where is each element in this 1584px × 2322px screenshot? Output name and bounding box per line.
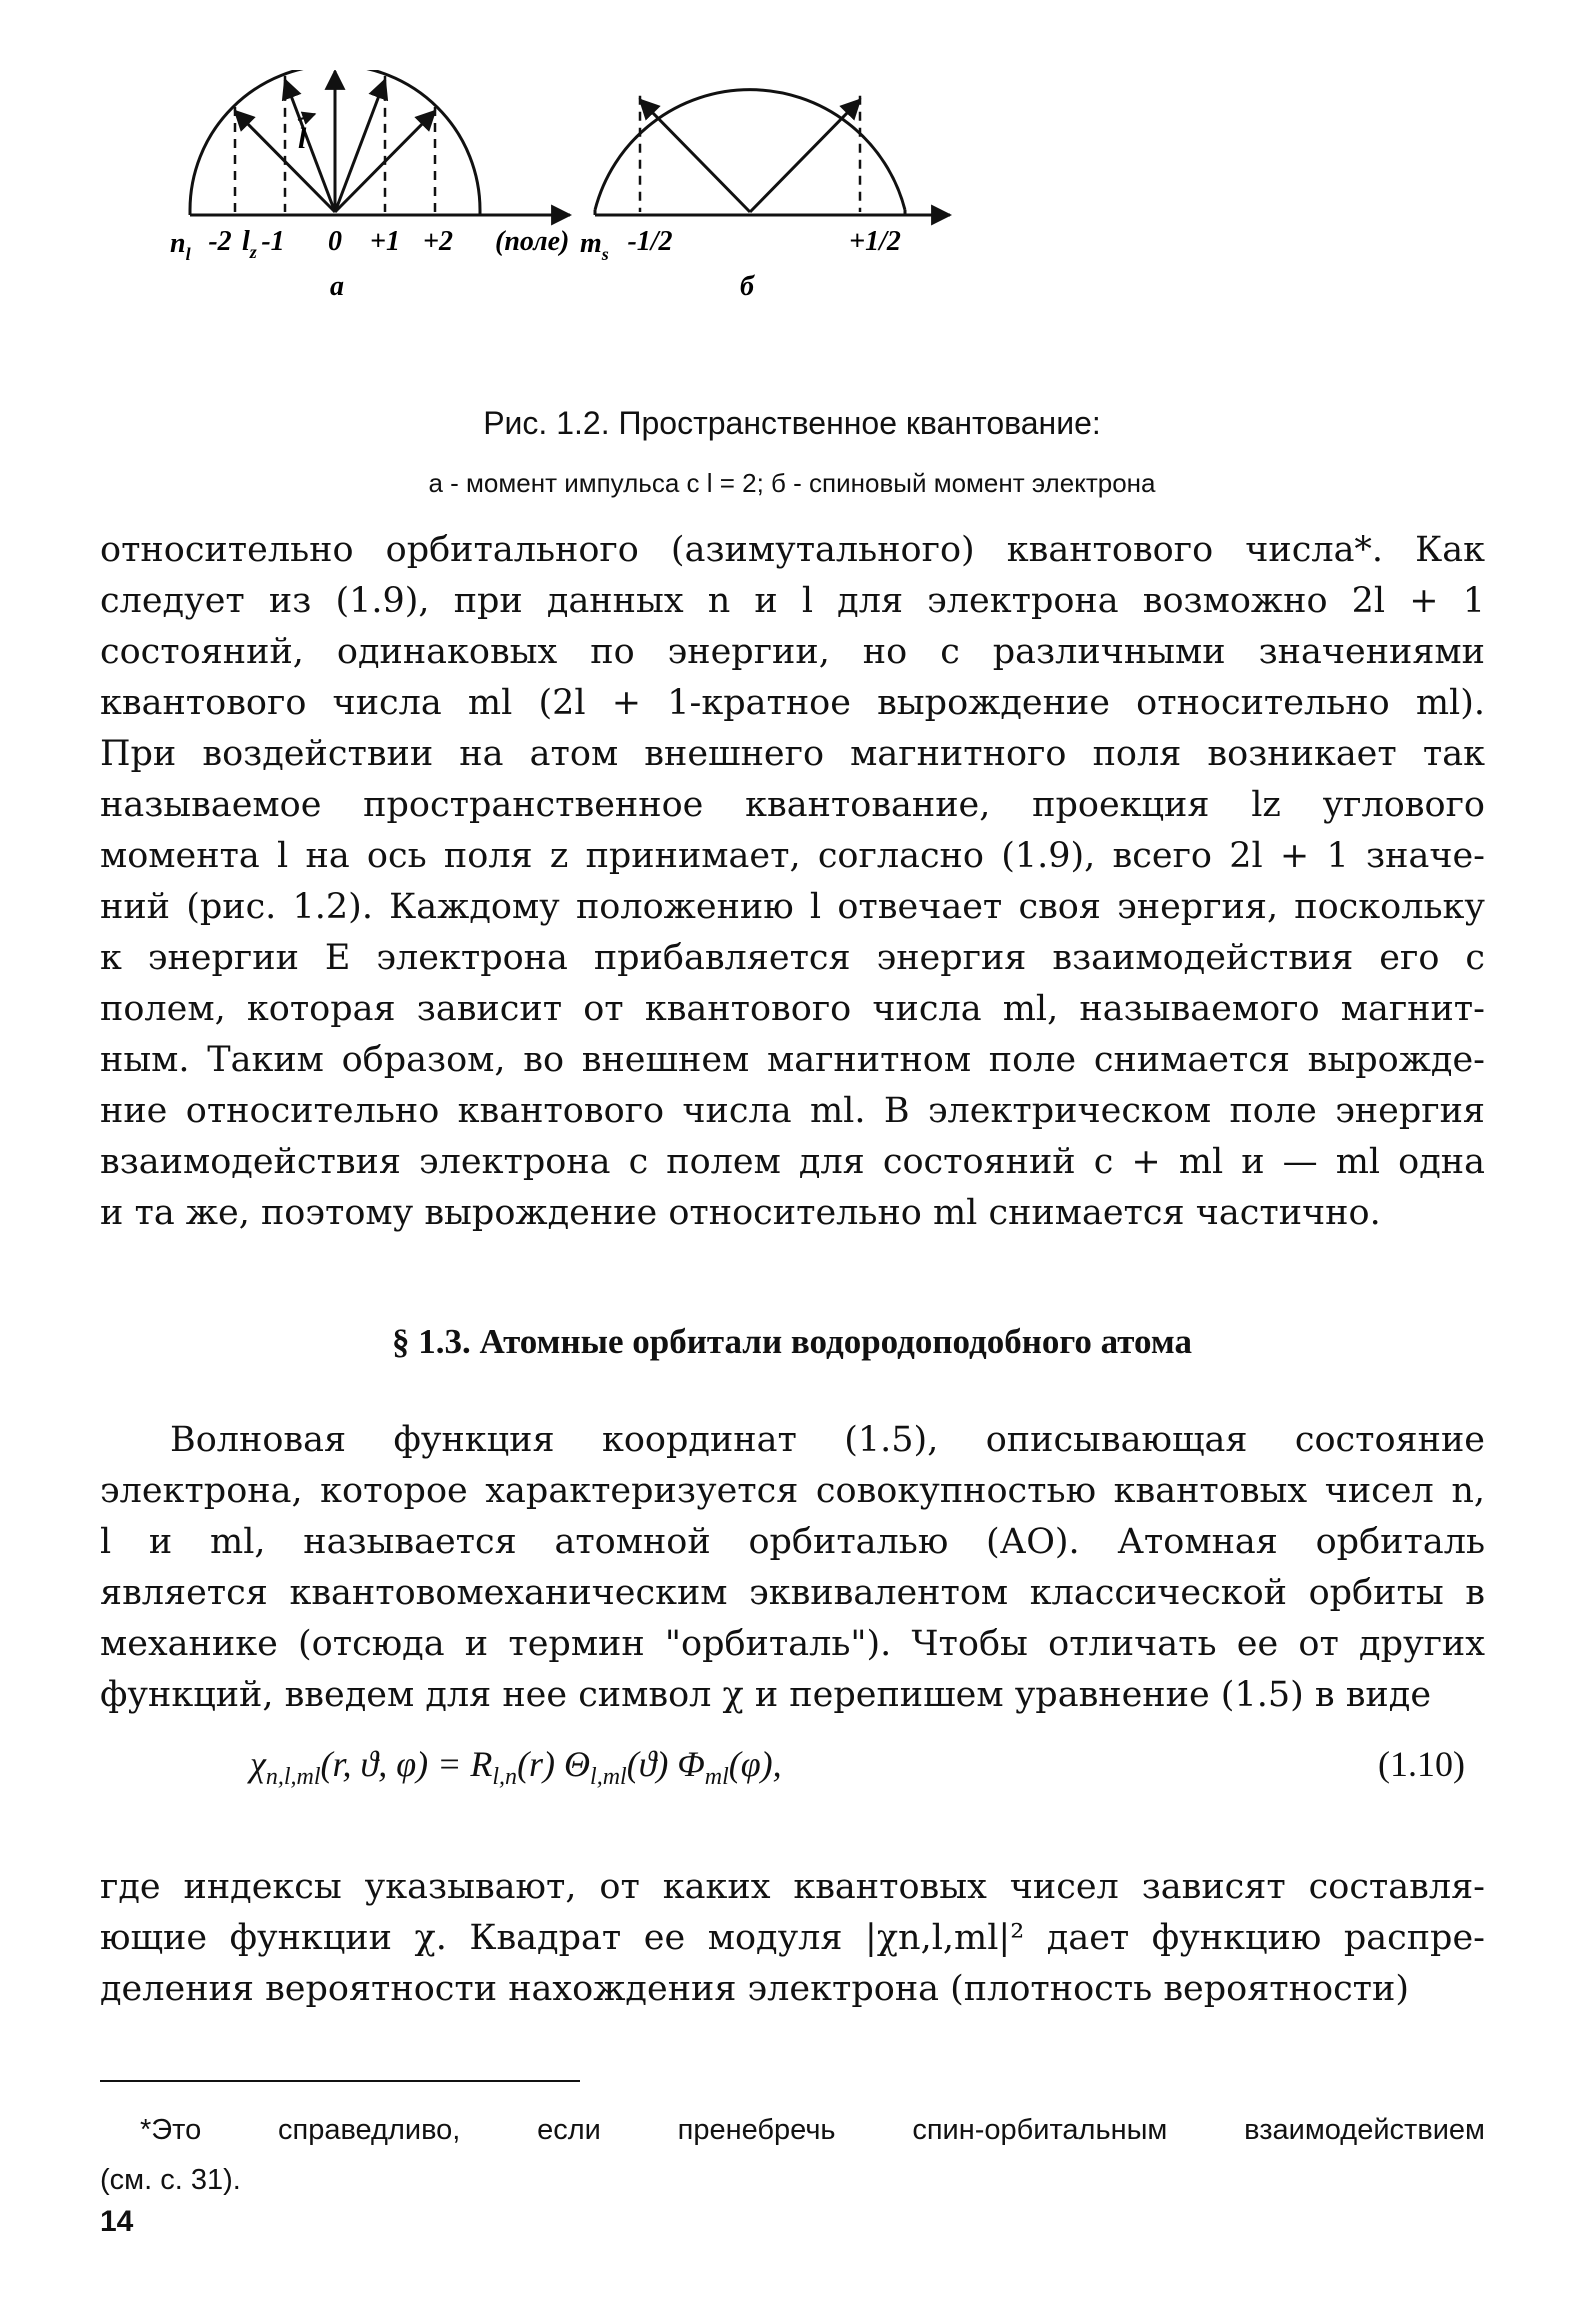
text-line: момента l на ось поля z принимает, согласно (1.9), всего 2l + 1 значе-	[100, 836, 1485, 876]
footnote-line: (см. с. 31).	[100, 2164, 241, 2196]
moment-vector	[750, 100, 860, 212]
axis-label-a: $n_l$	[170, 228, 191, 264]
text-line: деления вероятности нахождения электрона (плотность вероятности)	[100, 1969, 1410, 2009]
tick-label: 0	[328, 226, 342, 257]
field-label: (поле)	[495, 226, 570, 257]
text-line: l и ml, называется атомной орбиталью (АО). Атомная орбиталь	[100, 1522, 1485, 1562]
axis-label-b: $m_s$	[580, 228, 609, 264]
equation-formula: $\chi_{n,l,ml}(r$, ϑ, $\varphi) = R_{l,n}(r)$ $\Theta_{l,ml}(ϑ)$ $\Phi_{ml}(\varphi)$,	[250, 1744, 782, 1791]
tick-labels-b	[627, 226, 900, 257]
footnote	[100, 2105, 1485, 2205]
text-line: электрона, которое характеризуется совокупностью квантовых чисел n,	[100, 1471, 1485, 1511]
footnote-line: *Это справедливо, если пренебречь спин-орбитальным взаимодействием	[140, 2114, 1485, 2146]
text-line: и та же, поэтому вырождение относительно ml снимается частично.	[100, 1193, 1381, 1233]
lz-label: $l_z$	[242, 226, 257, 262]
section-heading: § 1.3. Атомные орбитали водородоподобного атома	[392, 1322, 1192, 1361]
equation-number: (1.10)	[1378, 1744, 1465, 1784]
tick-label: +1	[370, 226, 400, 257]
paragraph-probability	[100, 1862, 1485, 2015]
semicircle-b	[595, 90, 905, 210]
text-line: функций, введем для нее символ χ и перепишем уравнение (1.5) в виде	[100, 1675, 1432, 1715]
text-line: называемое пространственное квантование, проекция lz углового	[100, 785, 1485, 825]
panel-a-orbital-moment	[170, 70, 570, 302]
spin-vectors-b	[640, 96, 860, 212]
tick-label: -1	[261, 226, 285, 257]
text-line: следует из (1.9), при данных n и l для электрона возможно 2l + 1	[100, 581, 1485, 621]
panel-label-b: б	[740, 271, 754, 302]
figure-svg	[150, 70, 1430, 410]
tick-label: -2	[208, 226, 232, 257]
text-line: к энергии E электрона прибавляется энергия взаимодействия его с	[100, 938, 1485, 978]
paragraph-atomic-orbital	[100, 1415, 1485, 1721]
tick-label: +1/2	[849, 226, 901, 257]
vector-l-label: l	[298, 122, 307, 155]
text-line: взаимодействия электрона с полем для состояний с + ml и — ml одна	[100, 1142, 1485, 1182]
text-line: полем, которая зависит от квантового числа ml, называемого магнит-	[100, 989, 1485, 1029]
text-line: ние относительно квантового числа ml. В электрическом поле энергия	[100, 1091, 1485, 1131]
text-line: состояний, одинаковых по энергии, но с различными значениями	[100, 632, 1485, 672]
text-line: относительно орбитального (азимутального) квантового числа*. Как	[100, 530, 1485, 570]
figure-caption-title: Рис. 1.2. Пространственное квантование:	[483, 405, 1101, 441]
page-number: 14	[100, 2205, 134, 2238]
figure-caption-subtitle: а - момент импульса с l = 2; б - спиновый момент электрона	[428, 468, 1156, 498]
text-line: ющие функции χ. Квадрат ее модуля |χn,l,ml|² дает функцию распре-	[100, 1918, 1485, 1958]
paragraph-degeneracy	[100, 525, 1485, 1239]
tick-label: +2	[423, 226, 453, 257]
text-line: механике (отсюда и термин "орбиталь"). Чтобы отличать ее от других	[100, 1624, 1485, 1664]
text-line: ний (рис. 1.2). Каждому положению l отвечает своя энергия, поскольку	[100, 887, 1485, 927]
panel-label-a: а	[330, 271, 344, 302]
text-line: где индексы указывают, от каких квантовых чисел зависят составля-	[100, 1867, 1485, 1907]
footnote-divider	[100, 2080, 580, 2082]
figure-spatial-quantization	[150, 70, 1430, 410]
text-line: При воздействии на атом внешнего магнитного поля возникает так	[100, 734, 1485, 774]
equation-1-10	[250, 1735, 1485, 1805]
moment-vector	[335, 80, 385, 212]
text-line: квантового числа ml (2l + 1-кратное вырождение относительно ml).	[100, 683, 1485, 723]
panel-b-spin-moment	[580, 90, 950, 302]
text-line: Волновая функция координат (1.5), описывающая состояние	[170, 1420, 1485, 1460]
text-line: является квантовомеханическим эквивалентом классической орбиты в	[100, 1573, 1485, 1613]
tick-label: -1/2	[627, 226, 673, 257]
text-line: ным. Таким образом, во внешнем магнитном поле снимается вырожде-	[100, 1040, 1485, 1080]
moment-vector	[285, 80, 335, 212]
moment-vector	[640, 100, 750, 212]
moment-vectors-a	[235, 71, 435, 212]
